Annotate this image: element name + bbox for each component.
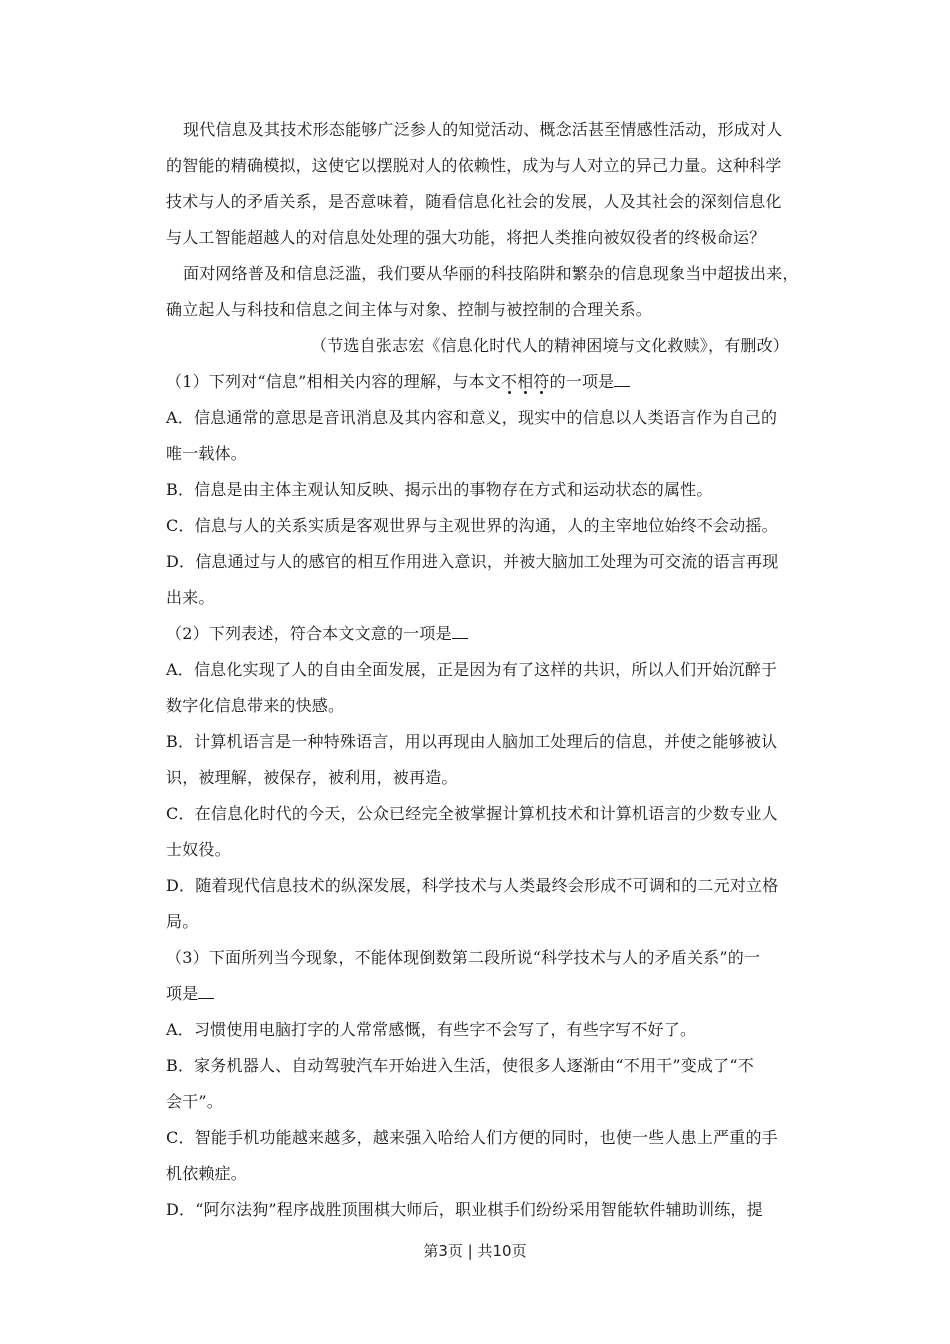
- question-3: [166, 940, 810, 1228]
- option-d-cont: 局。: [166, 912, 199, 931]
- question-stem: [166, 616, 810, 652]
- option-d: D．随着现代信息技术的纵深发展，科学技术与人类最终会形成不可调和的二元对立格: [166, 876, 779, 895]
- text-line: 面对网络普及和信息泛滥，我们要从华丽的科技陷阱和繁杂的信息现象当中超拔出来，: [183, 264, 799, 283]
- question-stem-cont: [166, 976, 810, 1012]
- question-2: [166, 616, 810, 940]
- option-c-cont: 机依赖症。: [166, 1164, 248, 1183]
- option-b-cont: 识，被理解，被保存，被利用，被再造。: [166, 768, 458, 787]
- option-c: C．智能手机功能越来越多，越来强入哈给人们方便的同时，也使一些人患上严重的手: [166, 1128, 778, 1147]
- answer-blank[interactable]: [452, 624, 468, 639]
- emphasis-char: 相: [517, 372, 534, 391]
- option-b-cont: 会干”。: [166, 1092, 223, 1111]
- answer-blank[interactable]: [614, 372, 630, 387]
- option-d-cont: 出来。: [166, 588, 215, 607]
- stem-text: （2）下列表述，符合本文文意的一项是: [166, 624, 452, 643]
- question-stem: （3）下面所列当今现象，不能体现倒数第二段所说“科学技术与人的矛盾关系”的一: [166, 948, 761, 967]
- question-1: [166, 364, 810, 616]
- option-d: D．“阿尔法狗”程序战胜顶围棋大师后，职业棋手们纷纷采用智能软件辅助训练，提: [166, 1200, 763, 1219]
- text-line: 的智能的精确模拟，这使它以摆脱对人的依赖性，成为与人对立的异己力量。这种科学: [166, 156, 782, 175]
- option-a: A．习惯使用电脑打字的人常常感慨，有些字不会写了，有些字写不好了。: [166, 1020, 697, 1039]
- text-line: 现代信息及其技术形态能够广泛参人的知觉活动、概念活甚至情感性活动，形成对人: [183, 120, 783, 139]
- stem-text: （1）下列对“信息”相相关内容的理解，与本文: [166, 372, 501, 391]
- question-stem: [166, 364, 810, 400]
- emphasis-char: 符: [533, 372, 550, 391]
- passage-paragraph-1: [166, 112, 810, 256]
- stem-text: 的一项是: [549, 372, 615, 391]
- option-a-cont: 数字化信息带来的快感。: [166, 696, 345, 715]
- option-a: A．信息化实现了人的自由全面发展，正是因为有了这样的共识，所以人们开始沉醉于: [166, 660, 778, 679]
- option-b: B．家务机器人、自动驾驶汽车开始进入生活，使很多人逐渐由“不用干”变成了“不: [166, 1056, 754, 1075]
- option-c: C．信息与人的关系实质是客观世界与主观世界的沟通，人的主宰地位始终不会动摇。: [166, 516, 778, 535]
- passage-paragraph-2: [166, 256, 810, 328]
- document-page: [166, 112, 810, 1228]
- option-a: A．信息通常的意思是音讯消息及其内容和意义，现实中的信息以人类语言作为自己的: [166, 408, 778, 427]
- option-b: B．信息是由主体主观认知反映、揭示出的事物存在方式和运动状态的属性。: [166, 480, 713, 499]
- emphasis-char: 不: [500, 372, 518, 391]
- page-indicator: 第3页 | 共10页: [423, 1242, 527, 1260]
- option-a-cont: 唯一载体。: [166, 444, 248, 463]
- option-b: B．计算机语言是一种特殊语言，用以再现由人脑加工处理后的信息，并使之能够被认: [166, 732, 778, 751]
- text-line: 技术与人的矛盾关系，是否意味着，随看信息化社会的发展，人及其社会的深刻信息化: [166, 192, 782, 211]
- text-line: 与人工智能超越人的对信息处处理的强大功能，将把人类推向被奴役者的终极命运？: [166, 228, 766, 247]
- option-c: C．在信息化时代的今天，公众已经完全被掌握计算机技术和计算机语言的少数专业人: [166, 804, 778, 823]
- text-line: 确立起人与科技和信息之间主体与对象、控制与被控制的合理关系。: [166, 300, 653, 319]
- stem-text: 项是: [166, 984, 199, 1003]
- option-d: D．信息通过与人的感官的相互作用进入意识，并被大脑加工处理为可交流的语言再现: [166, 552, 779, 571]
- answer-blank[interactable]: [198, 984, 214, 999]
- passage-source: （节选自张志宏《信息化时代人的精神困境与文化救赎》，有删改）: [311, 336, 790, 355]
- option-c-cont: 士奴役。: [166, 840, 231, 859]
